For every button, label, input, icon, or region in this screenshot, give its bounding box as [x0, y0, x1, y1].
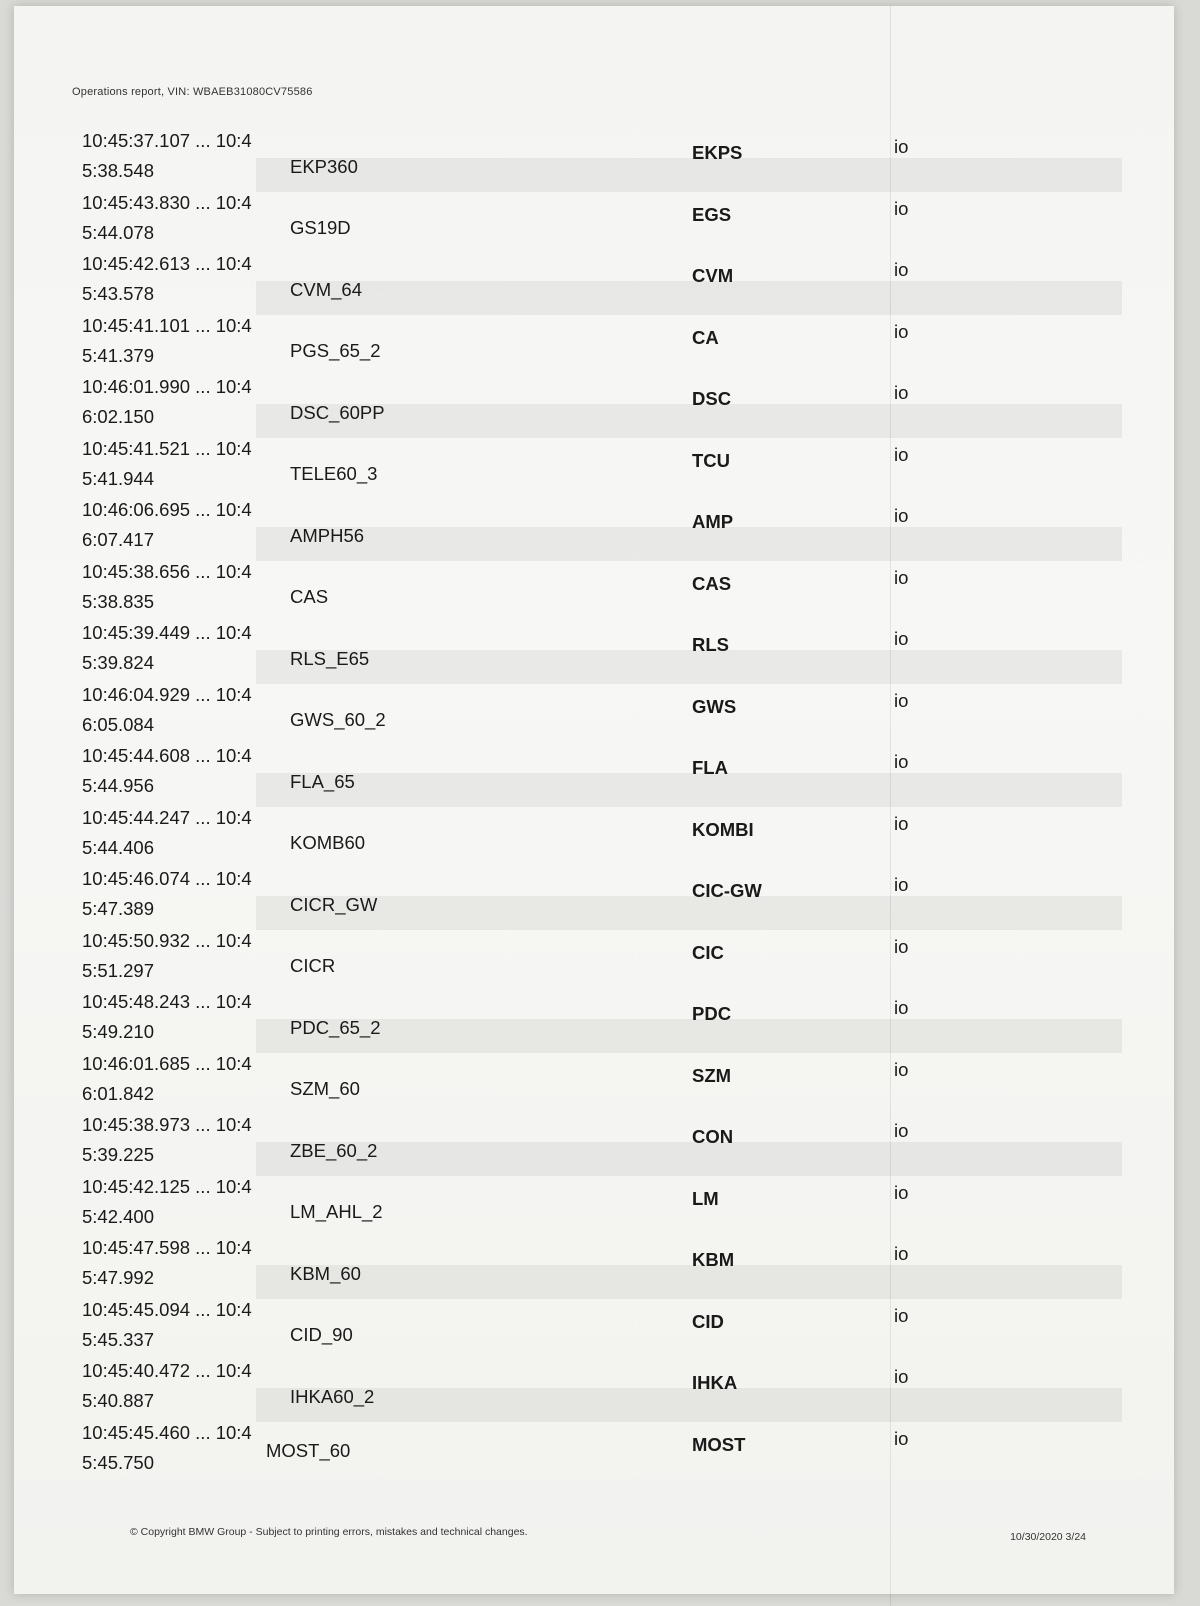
time-range: [82, 495, 287, 555]
time-end: 5:40.887: [82, 1390, 155, 1411]
time-start: 10:45:42.613 ... 10:4: [82, 253, 252, 274]
sgbd-name: IHKA60_2: [290, 1385, 375, 1407]
status-value: io: [894, 1427, 909, 1449]
time-start: 10:45:45.460 ... 10:4: [82, 1421, 252, 1443]
status-value: io: [894, 874, 909, 895]
time-range: [82, 680, 287, 740]
sgbd-name: KOMB60: [290, 832, 366, 853]
time-range: [82, 434, 287, 494]
time-end: 6:05.084: [82, 713, 155, 735]
sgbd-name: KBM_60: [290, 1262, 361, 1284]
time-range: [82, 1418, 287, 1478]
time-end: 5:47.389: [82, 898, 155, 919]
status-value: io: [894, 320, 909, 342]
time-start: 10:45:38.973 ... 10:4: [82, 1114, 252, 1135]
ecu-name: CIC: [692, 941, 724, 963]
time-end: 5:44.078: [82, 221, 155, 243]
table-row: [76, 124, 1116, 186]
time-start: 10:45:44.608 ... 10:4: [82, 745, 252, 766]
sgbd-name: MOST_60: [266, 1440, 351, 1461]
status-value: io: [894, 197, 909, 219]
time-range: [82, 372, 287, 432]
ecu-name: CIC-GW: [692, 880, 762, 901]
time-start: 10:45:38.656 ... 10:4: [82, 560, 252, 582]
sgbd-name: CID_90: [290, 1324, 353, 1345]
sgbd-name: EKP360: [290, 155, 358, 177]
status-value: io: [894, 628, 909, 649]
report-title: Operations report, VIN: WBAEB31080CV75586: [72, 86, 313, 98]
time-start: 10:45:45.094 ... 10:4: [82, 1298, 252, 1320]
sgbd-name: CICR: [290, 955, 336, 976]
ecu-name: GWS: [692, 695, 737, 717]
time-end: 5:39.824: [82, 652, 155, 673]
sgbd-name: RLS_E65: [290, 647, 370, 669]
time-start: 10:45:40.472 ... 10:4: [82, 1360, 252, 1381]
sgbd-name: FLA_65: [290, 770, 355, 792]
sgbd-name: CAS: [290, 586, 329, 607]
time-start: 10:46:06.695 ... 10:4: [82, 499, 252, 520]
status-value: io: [894, 997, 909, 1018]
status-value: io: [894, 935, 909, 957]
ecu-name: EKPS: [692, 142, 743, 163]
ecu-name: EGS: [692, 203, 732, 225]
time-end: 5:41.379: [82, 344, 155, 366]
time-range: [82, 864, 287, 924]
ecu-name: RLS: [692, 634, 729, 655]
time-range: [82, 618, 287, 678]
time-start: 10:45:42.125 ... 10:4: [82, 1175, 252, 1197]
time-start: 10:45:41.521 ... 10:4: [82, 437, 252, 459]
status-value: io: [894, 382, 909, 403]
time-end: 5:44.406: [82, 836, 155, 858]
sgbd-name: GWS_60_2: [290, 709, 386, 730]
sgbd-name: LM_AHL_2: [290, 1201, 383, 1222]
time-start: 10:45:41.101 ... 10:4: [82, 314, 252, 336]
sgbd-name: AMPH56: [290, 524, 365, 546]
time-end: 5:42.400: [82, 1205, 155, 1227]
status-value: io: [894, 443, 909, 465]
status-value: io: [894, 1243, 909, 1264]
ecu-name: SZM: [692, 1064, 732, 1086]
time-range: [82, 1295, 287, 1355]
time-end: 5:49.210: [82, 1021, 155, 1042]
ecu-name: PDC: [692, 1003, 732, 1024]
time-start: 10:45:47.598 ... 10:4: [82, 1237, 252, 1258]
time-end: 5:41.944: [82, 467, 155, 489]
status-value: io: [894, 505, 909, 526]
status-value: io: [894, 1120, 909, 1141]
time-start: 10:45:50.932 ... 10:4: [82, 929, 252, 951]
status-value: io: [894, 566, 909, 588]
time-range: [82, 926, 287, 986]
ecu-name: TCU: [692, 449, 731, 471]
time-start: 10:45:43.830 ... 10:4: [82, 191, 252, 213]
time-end: 5:38.548: [82, 160, 155, 181]
ecu-name: CID: [692, 1310, 724, 1332]
copyright-notice: © Copyright BMW Group - Subject to printing errors, mistakes and technical changes.: [130, 1526, 528, 1538]
time-range: [82, 1110, 287, 1170]
ecu-name: CON: [692, 1126, 734, 1147]
time-start: 10:45:48.243 ... 10:4: [82, 991, 252, 1012]
time-start: 10:46:04.929 ... 10:4: [82, 683, 252, 705]
ecu-name: DSC: [692, 388, 732, 409]
time-start: 10:45:37.107 ... 10:4: [82, 130, 252, 151]
date-page-number: 10/30/2020 3/24: [1010, 1531, 1086, 1543]
ecu-name: KOMBI: [692, 818, 754, 840]
time-range: [82, 987, 287, 1047]
ecu-name: MOST: [692, 1433, 746, 1455]
time-start: 10:46:01.685 ... 10:4: [82, 1052, 252, 1074]
time-range: [82, 1233, 287, 1293]
status-value: io: [894, 136, 909, 157]
time-end: 5:47.992: [82, 1267, 155, 1288]
ecu-name: IHKA: [692, 1372, 738, 1393]
sgbd-name: DSC_60PP: [290, 401, 385, 423]
time-start: 10:45:46.074 ... 10:4: [82, 868, 252, 889]
ecu-name: LM: [692, 1187, 719, 1209]
time-range: [82, 741, 287, 801]
time-range: [82, 126, 287, 186]
time-end: 5:39.225: [82, 1144, 155, 1165]
time-end: 5:51.297: [82, 959, 155, 981]
status-value: io: [894, 259, 909, 280]
status-value: io: [894, 1058, 909, 1080]
sgbd-name: SZM_60: [290, 1078, 360, 1099]
sgbd-name: CICR_GW: [290, 893, 378, 915]
sgbd-name: PDC_65_2: [290, 1016, 381, 1038]
sgbd-name: GS19D: [290, 217, 351, 238]
ecu-name: CVM: [692, 265, 734, 286]
time-end: 5:38.835: [82, 590, 155, 612]
time-start: 10:45:39.449 ... 10:4: [82, 622, 252, 643]
time-end: 6:07.417: [82, 529, 155, 550]
time-range: [82, 1049, 287, 1109]
time-end: 6:02.150: [82, 406, 155, 427]
time-end: 5:44.956: [82, 775, 155, 796]
time-end: 5:43.578: [82, 283, 155, 304]
time-range: [82, 1172, 287, 1232]
ecu-name: AMP: [692, 511, 734, 532]
ecu-name: FLA: [692, 757, 728, 778]
status-value: io: [894, 751, 909, 772]
status-value: io: [894, 1181, 909, 1203]
time-range: [82, 557, 287, 617]
report-page: [14, 6, 1174, 1594]
time-range: [82, 1356, 287, 1416]
time-range: [82, 249, 287, 309]
sgbd-name: TELE60_3: [290, 463, 378, 484]
ecu-name: KBM: [692, 1249, 735, 1270]
time-range: [82, 803, 287, 863]
ecu-name: CAS: [692, 572, 732, 594]
time-end: 5:45.750: [82, 1451, 155, 1473]
status-value: io: [894, 1366, 909, 1387]
time-start: 10:45:44.247 ... 10:4: [82, 806, 252, 828]
time-end: 6:01.842: [82, 1082, 155, 1104]
time-start: 10:46:01.990 ... 10:4: [82, 376, 252, 397]
operations-table: [76, 124, 1116, 1477]
time-range: [82, 311, 287, 371]
status-value: io: [894, 689, 909, 711]
sgbd-name: ZBE_60_2: [290, 1139, 378, 1161]
sgbd-name: PGS_65_2: [290, 340, 381, 361]
status-value: io: [894, 1304, 909, 1326]
status-value: io: [894, 812, 909, 834]
sgbd-name: CVM_64: [290, 278, 362, 300]
time-end: 5:45.337: [82, 1328, 155, 1350]
ecu-name: CA: [692, 326, 719, 348]
time-range: [82, 188, 287, 248]
